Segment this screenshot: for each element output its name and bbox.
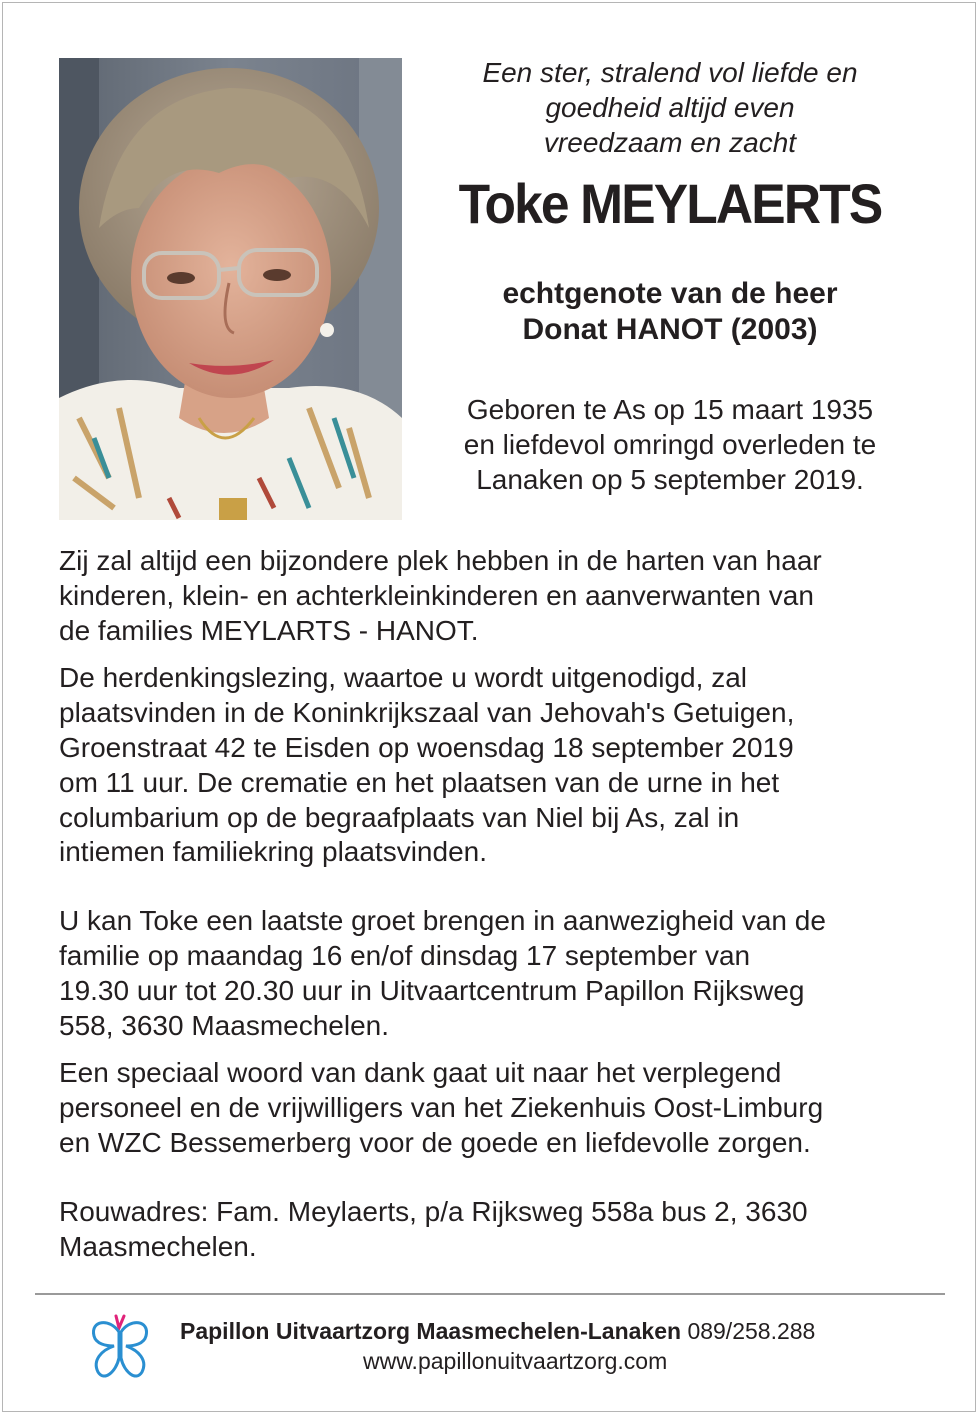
memorial-quote — [420, 55, 920, 160]
text-line: personeel en de vrijwilligers van het Ziekenhuis Oost-Limburg — [59, 1092, 824, 1124]
text-line: de families MEYLARTS - HANOT. — [59, 614, 479, 646]
text-line: 19.30 uur tot 20.30 uur in Uitvaartcentrum Papillon Rijksweg — [59, 974, 805, 1006]
text-line: Rouwadres: Fam. Meylaerts, p/a Rijksweg 558a bus 2, 3630 — [59, 1195, 808, 1227]
quote-line: vreedzaam en zacht — [543, 127, 797, 158]
birth-death-line: en liefdevol omringd overleden te — [463, 429, 877, 460]
text-line: Maasmechelen. — [59, 1230, 257, 1262]
butterfly-logo-icon — [88, 1310, 152, 1382]
footer-divider — [35, 1293, 945, 1295]
quote-line: goedheid altijd even — [545, 92, 795, 123]
text-line: Groenstraat 42 te Eisden op woensdag 18 september 2019 — [59, 731, 794, 763]
spouse-line: Donat HANOT (2003) — [522, 313, 818, 346]
text-line: U kan Toke een laatste groet brengen in aanwezigheid van de — [59, 905, 826, 937]
quote-line: Een ster, stralend vol liefde en — [482, 57, 858, 88]
text-line: en WZC Bessemerberg voor de goede en liefdevolle zorgen. — [59, 1126, 811, 1158]
deceased-name: Toke MEYLAERTS — [458, 172, 882, 235]
paragraph-mourning-address — [59, 1195, 939, 1265]
paragraph-memorial-service — [59, 661, 939, 870]
birth-death-line: Geboren te As op 15 maart 1935 — [466, 394, 874, 425]
birth-death-info — [420, 392, 920, 497]
text-line: plaatsvinden in de Koninkrijkszaal van Jehovah's Getuigen, — [59, 697, 795, 729]
website-link[interactable]: www.papillonuitvaartzorg.com — [363, 1348, 668, 1374]
text-line: 558, 3630 Maasmechelen. — [59, 1009, 389, 1041]
text-line: De herdenkingslezing, waartoe u wordt uitgenodigd, zal — [59, 662, 747, 694]
phone-number: 089/258.288 — [687, 1318, 816, 1344]
announcement-body — [59, 544, 939, 1264]
text-line: intiemen familiekring plaatsvinden. — [59, 836, 487, 868]
paragraph-visitation — [59, 904, 939, 1043]
company-name: Papillon Uitvaartzorg Maasmechelen-Lanaken — [180, 1318, 682, 1344]
birth-death-line: Lanaken op 5 september 2019. — [476, 464, 864, 495]
header — [420, 55, 920, 497]
portrait-photo — [59, 58, 402, 520]
footer-company-line — [180, 1316, 900, 1346]
paragraph-remembrance — [59, 544, 939, 648]
spouse-line: echtgenote van de heer — [502, 277, 838, 310]
text-line: om 11 uur. De crematie en het plaatsen van de urne in het — [59, 766, 780, 798]
footer — [180, 1316, 900, 1376]
spouse-info — [420, 276, 920, 348]
text-line: Een speciaal woord van dank gaat uit naar het verplegend — [59, 1057, 782, 1089]
text-line: kinderen, klein- en achterkleinkinderen en aanverwanten van — [59, 579, 814, 611]
paragraph-thanks — [59, 1056, 939, 1160]
text-line: Zij zal altijd een bijzondere plek hebben in de harten van haar — [59, 545, 822, 576]
text-line: columbarium op de begraafplaats van Niel bij As, zal in — [59, 801, 740, 833]
text-line: familie op maandag 16 en/of dinsdag 17 september van — [59, 939, 751, 971]
